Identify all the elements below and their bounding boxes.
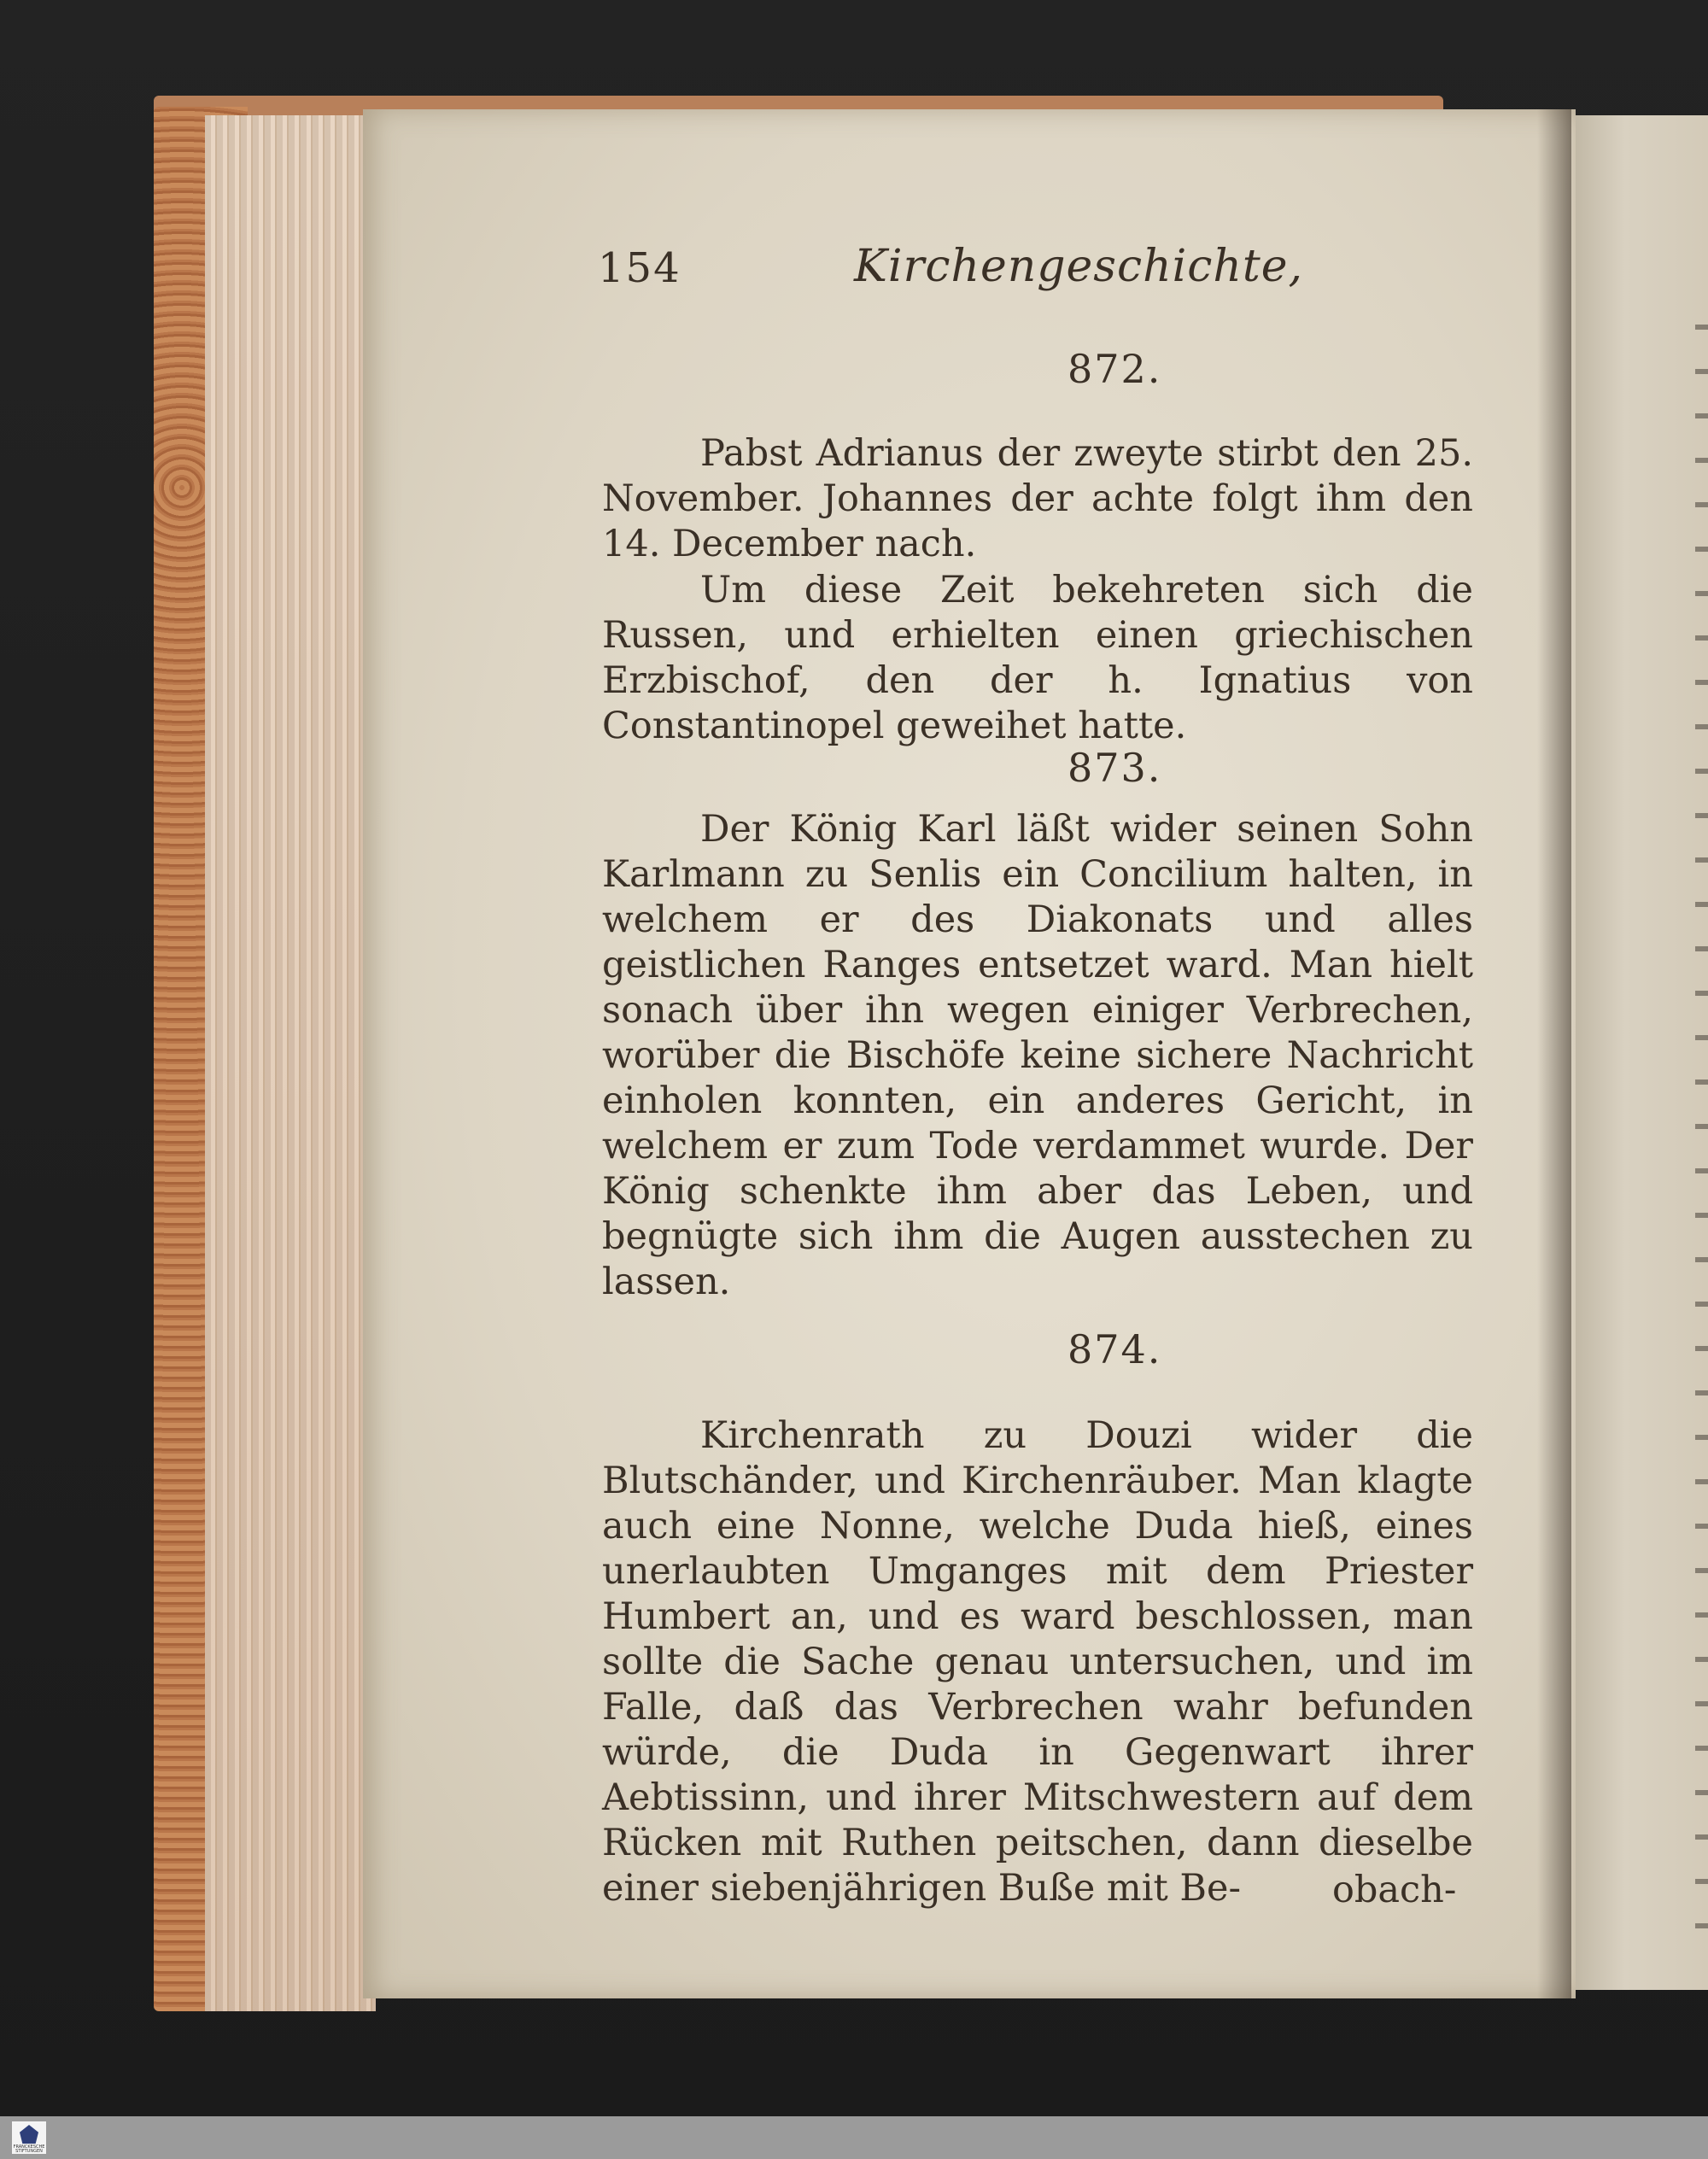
logo-text: FRANCKESCHE STIFTUNGEN [13,2144,45,2154]
paragraph: Der König Karl läßt wider seinen Sohn Karlmann zu Senlis ein Concilium halten, in welchem er des Diakonats und alles geistlichen Ranges entsetzet ward. Man hielt sonach über ihn wegen einiger Verbrechen, worüber die Bischöfe keine sichere Nachricht einholen konnten, ein anderes Gericht, in welchem er zum Tode verdammet wurde. Der König schenkte ihm aber das Leben, und begnügte sich ihm die Augen ausstechen zu lassen. [602,808,1473,1303]
year-heading: 873. [1068,745,1162,791]
facing-page-text-shadow [1695,325,1708,1947]
paragraph: Kirchenrath zu Douzi wider die Blutschänder, und Kirchenräuber. Man klagte auch eine Nonne, welche Duda hieß, eines unerlaubten Umganges mit dem Priester Humbert an, und es ward beschlossen, man sollte die Sache genau untersuchen, und im Falle, daß das Verbrechen wahr befunden würde, die Duda in Gegenwart ihrer Aebtissinn, und ihrer Mitschwestern auf dem Rücken mit Ruthen peitschen, dann dieselbe einer siebenjährigen Buße mit Be- [602,1414,1473,1910]
viewer-footer-bar [0,2116,1708,2159]
catchword: obach- [1332,1869,1457,1911]
running-head: Kirchengeschichte, [854,241,1304,292]
page-block-edges [205,115,376,2011]
year-heading: 874. [1068,1326,1162,1372]
paragraph: Um diese Zeit bekehreten sich die Russen, und erhielten einen griechischen Erzbischof, den der h. Ignatius von Constantinopel geweihet hatte. [602,569,1473,747]
page-gutter [1537,109,1571,1998]
institution-logo[interactable] [12,2121,46,2154]
page-number: 154 [598,244,681,292]
paragraph: Pabst Adrianus der zweyte stirbt den 25. November. Johannes der achte folgt ihm den 14. December nach. [602,432,1473,565]
logo-emblem-icon [20,2125,38,2144]
year-heading: 872. [1068,346,1162,392]
facing-page [1570,115,1708,1990]
